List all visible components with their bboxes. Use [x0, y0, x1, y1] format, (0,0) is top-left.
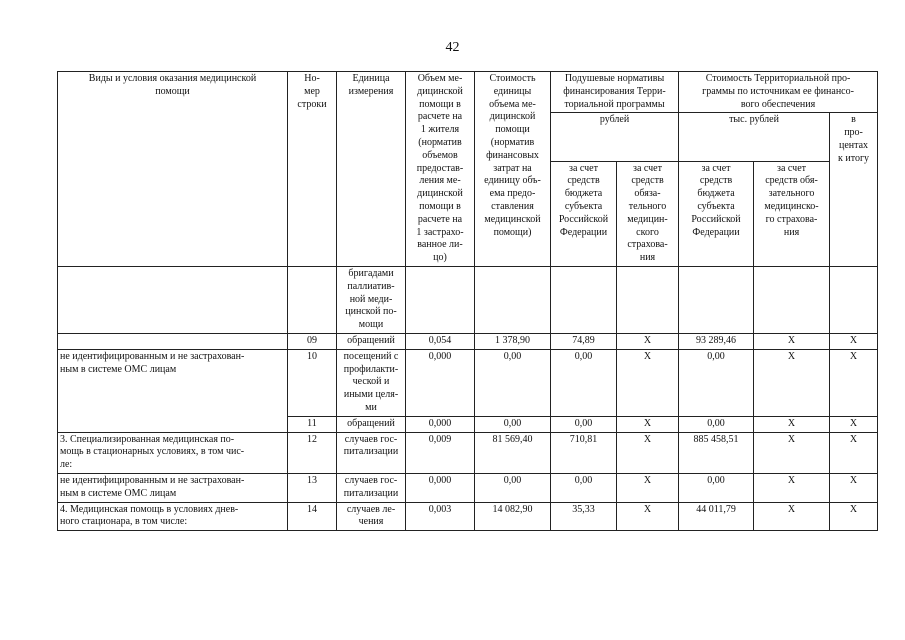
cell-pc-oms: Х	[617, 502, 679, 531]
cell-volume: 0,000	[406, 473, 475, 502]
cell-row-number	[288, 266, 337, 333]
page-number: 42	[445, 40, 460, 55]
table-row	[58, 333, 878, 349]
cell-pc-budget	[551, 266, 617, 333]
cell-pc-oms	[617, 266, 679, 333]
cell-pc-budget: 74,89	[551, 333, 617, 349]
cell-name: не идентифицированным и не застрахован- ным в системе ОМС лицам	[58, 349, 288, 432]
cell-tp-budget: 0,00	[679, 473, 754, 502]
cell-row-number: 12	[288, 432, 337, 473]
header-program-cost-group: Стоимость Территориальной про- граммы по источникам ее финансо- вого обеспечения	[679, 72, 878, 113]
table-row	[58, 473, 878, 502]
cell-pc-budget: 0,00	[551, 349, 617, 416]
cell-tp-oms: Х	[754, 502, 830, 531]
header-oms-thousand: за счет средств обя- зательного медицинско- го страхова- ния	[754, 161, 830, 266]
table-row	[58, 349, 878, 416]
table-row	[58, 266, 878, 333]
cell-tp-oms: Х	[754, 473, 830, 502]
cell-percent	[830, 266, 878, 333]
cell-row-number: 14	[288, 502, 337, 531]
header-thousand-rubles: тыс. рублей	[679, 113, 830, 161]
cell-percent: Х	[830, 333, 878, 349]
cell-percent: Х	[830, 473, 878, 502]
cell-unit-cost: 0,00	[475, 416, 551, 432]
cell-unit-cost: 0,00	[475, 349, 551, 416]
cell-pc-budget: 710,81	[551, 432, 617, 473]
cell-row-number: 11	[288, 416, 337, 432]
table-header	[58, 72, 878, 267]
cell-row-number: 13	[288, 473, 337, 502]
cell-pc-oms: Х	[617, 473, 679, 502]
cell-tp-budget: 885 458,51	[679, 432, 754, 473]
header-per-capita-group: Подушевые нормативы финансирования Терри- ториальной программы	[551, 72, 679, 113]
cell-tp-budget: 0,00	[679, 349, 754, 416]
cell-tp-oms: Х	[754, 432, 830, 473]
cell-unit: посещений с профилакти- ческой и иными целя- ми	[337, 349, 406, 416]
cell-percent: Х	[830, 432, 878, 473]
header-kinds: Виды и условия оказания медицинской помощи	[58, 72, 288, 267]
header-unit-cost: Стоимость единицы объема ме- дицинской помощи (норматив финансовых затрат на единицу объ- ема предо- ставления медицинской помощи)	[475, 72, 551, 267]
cell-unit-cost: 14 082,90	[475, 502, 551, 531]
table-row	[58, 502, 878, 531]
header-percent-total: в про- центах к итогу	[830, 113, 878, 267]
cell-volume	[406, 266, 475, 333]
cell-pc-budget: 0,00	[551, 416, 617, 432]
cell-pc-budget: 35,33	[551, 502, 617, 531]
cell-name	[58, 333, 288, 349]
cell-row-number: 09	[288, 333, 337, 349]
cell-tp-budget	[679, 266, 754, 333]
header-volume: Объем ме- дицинской помощи в расчете на 1 жителя (норматив объемов предостав- ления ме- дицинской помощи в расчете на 1 застрахо- ванное ли- цо)	[406, 72, 475, 267]
table-row	[58, 432, 878, 473]
cell-name: не идентифицированным и не застрахован- ным в системе ОМС лицам	[58, 473, 288, 502]
cell-unit: обращений	[337, 333, 406, 349]
cell-unit-cost: 81 569,40	[475, 432, 551, 473]
cell-unit: обращений	[337, 416, 406, 432]
table-body	[58, 266, 878, 530]
cell-pc-budget: 0,00	[551, 473, 617, 502]
header-unit: Единица измерения	[337, 72, 406, 267]
cell-volume: 0,009	[406, 432, 475, 473]
cell-volume: 0,000	[406, 416, 475, 432]
cell-tp-oms: Х	[754, 349, 830, 416]
cell-unit: случаев гос- питализации	[337, 473, 406, 502]
cell-tp-oms	[754, 266, 830, 333]
header-budget-thousand: за счет средств бюджета субъекта Российской Федерации	[679, 161, 754, 266]
cell-name	[58, 266, 288, 333]
header-oms-rub: за счет средств обяза- тельного медицин- ского страхова- ния	[617, 161, 679, 266]
cell-name: 4. Медицинская помощь в условиях днев- ного стационара, в том числе:	[58, 502, 288, 531]
cell-volume: 0,003	[406, 502, 475, 531]
cell-row-number: 10	[288, 349, 337, 416]
cell-tp-budget: 0,00	[679, 416, 754, 432]
cell-unit-cost: 1 378,90	[475, 333, 551, 349]
header-rubles: рублей	[551, 113, 679, 161]
cell-unit: случаев гос- питализации	[337, 432, 406, 473]
cell-tp-budget: 44 011,79	[679, 502, 754, 531]
cell-pc-oms: Х	[617, 333, 679, 349]
program-cost-table	[57, 71, 878, 531]
cell-percent: Х	[830, 416, 878, 432]
cell-tp-budget: 93 289,46	[679, 333, 754, 349]
cell-unit-cost	[475, 266, 551, 333]
cell-tp-oms: Х	[754, 416, 830, 432]
header-row-number: Но- мер строки	[288, 72, 337, 267]
header-budget-rub: за счет средств бюджета субъекта Российской Федерации	[551, 161, 617, 266]
cell-unit: бригадами паллиатив- ной меди- цинской по- мощи	[337, 266, 406, 333]
cell-percent: Х	[830, 349, 878, 416]
cell-name: 3. Специализированная медицинская по- мощь в стационарных условиях, в том чис- ле:	[58, 432, 288, 473]
cell-pc-oms: Х	[617, 432, 679, 473]
cell-unit: случаев ле- чения	[337, 502, 406, 531]
cell-unit-cost: 0,00	[475, 473, 551, 502]
cell-volume: 0,000	[406, 349, 475, 416]
cell-percent: Х	[830, 502, 878, 531]
cell-volume: 0,054	[406, 333, 475, 349]
cell-tp-oms: Х	[754, 333, 830, 349]
cell-pc-oms: Х	[617, 349, 679, 416]
cell-pc-oms: Х	[617, 416, 679, 432]
